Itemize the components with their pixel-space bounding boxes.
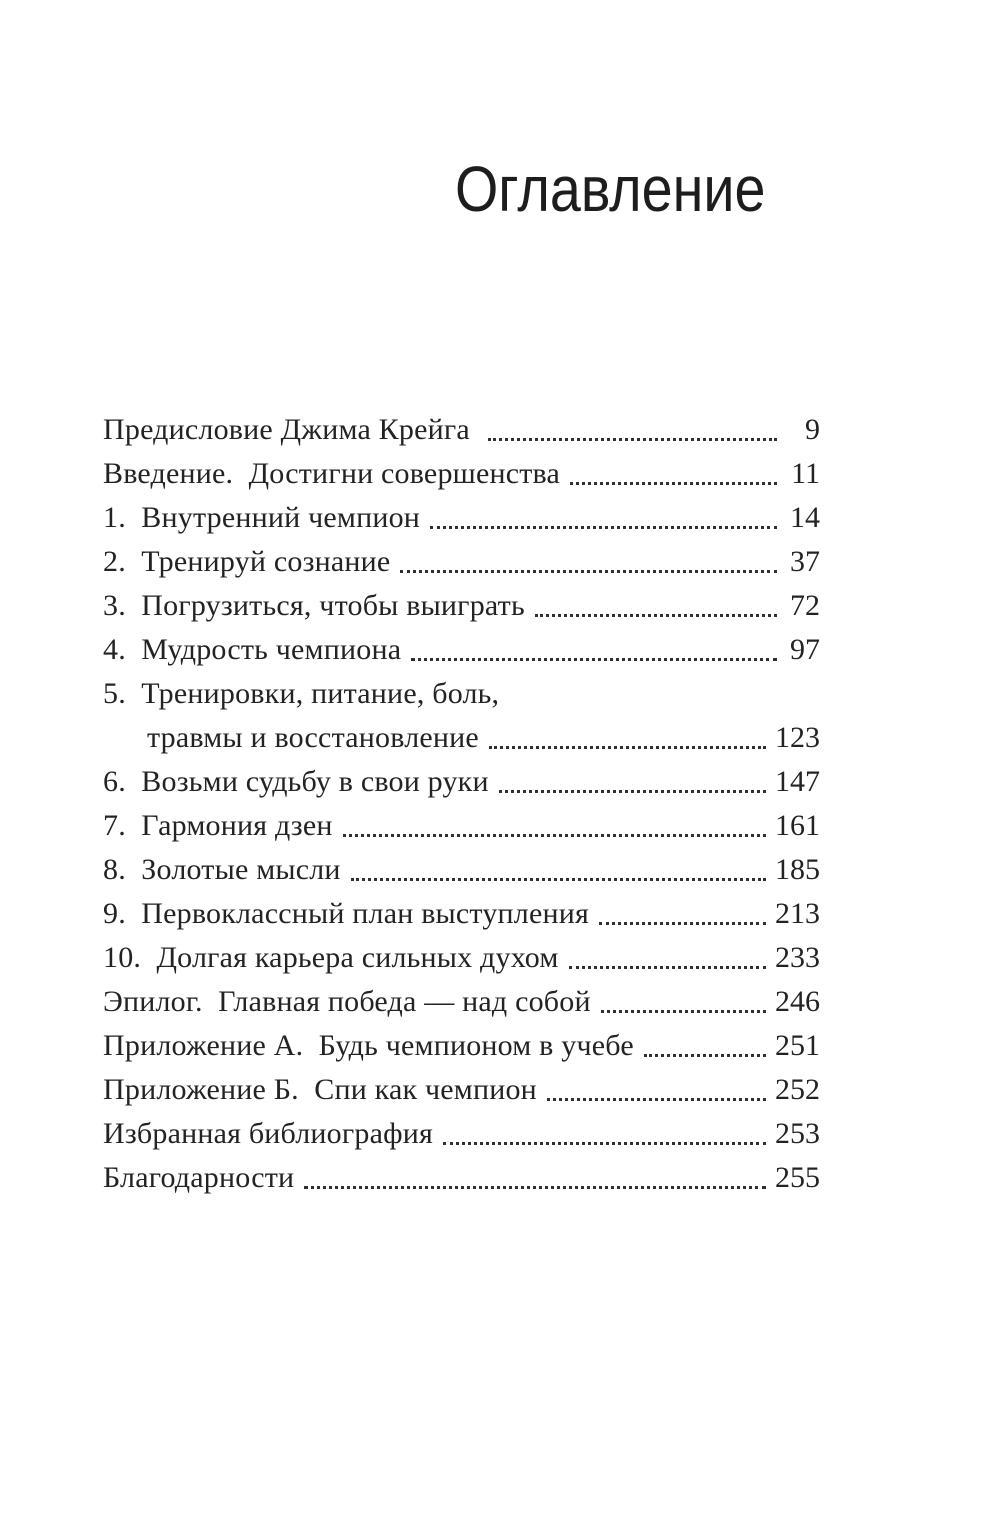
- toc-entry-page: 9: [805, 413, 820, 446]
- dotted-leader: [343, 834, 766, 837]
- toc-entry-label: Избранная библиография: [103, 1117, 433, 1150]
- toc-entry-page: 72: [790, 589, 820, 622]
- toc-entry-label: 9. Первоклассный план выступления: [103, 897, 589, 930]
- toc-entry-label: 7. Гармония дзен: [103, 809, 333, 842]
- dotted-leader: [569, 966, 766, 969]
- toc-entry-page: 37: [790, 545, 820, 578]
- toc-entry-label: Введение. Достигни совершенства: [103, 457, 561, 490]
- toc-entry-label: 2. Тренируй сознание: [103, 545, 391, 578]
- toc-entry-label: 3. Погрузиться, чтобы выиграть: [103, 589, 525, 622]
- toc-entry: [103, 496, 820, 540]
- toc-entry: [103, 804, 820, 848]
- toc-entry: [103, 1068, 820, 1112]
- toc-entry: [103, 892, 820, 936]
- dotted-leader: [547, 1098, 766, 1101]
- dotted-leader: [430, 526, 777, 529]
- toc-entry-label: 8. Золотые мысли: [103, 853, 341, 886]
- toc-entry-page: 255: [775, 1161, 820, 1194]
- page-title: Оглавление: [455, 153, 766, 225]
- toc-entry-label: Приложение Б. Спи как чемпион: [103, 1073, 537, 1106]
- toc-entry-page: 246: [775, 985, 820, 1018]
- toc-entry-page: 147: [775, 765, 820, 798]
- dotted-leader: [644, 1054, 766, 1057]
- toc-list: [103, 408, 820, 1200]
- dotted-leader: [400, 570, 777, 573]
- dotted-leader: [443, 1142, 766, 1145]
- toc-entry-page: 233: [775, 941, 820, 974]
- toc-entry-label: 5. Тренировки, питание, боль,: [103, 677, 500, 710]
- toc-entry: [103, 1112, 820, 1156]
- toc-entry-label: Приложение А. Будь чемпионом в учебе: [103, 1029, 634, 1062]
- dotted-leader: [535, 614, 777, 617]
- toc-entry: [103, 1024, 820, 1068]
- toc-entry-label: 1. Внутренний чемпион: [103, 501, 421, 534]
- toc-entry: [103, 672, 820, 716]
- toc-entry-page: 161: [775, 809, 820, 842]
- toc-entry-page: 185: [775, 853, 820, 886]
- dotted-leader: [499, 790, 766, 793]
- dotted-leader: [488, 438, 777, 441]
- toc-entry-label: 4. Мудрость чемпиона: [103, 633, 402, 666]
- toc-entry-page: 213: [775, 897, 820, 930]
- toc-entry: [103, 760, 820, 804]
- dotted-leader: [489, 746, 766, 749]
- toc-entry-label: Предисловие Джима Крейга: [103, 413, 478, 446]
- toc-entry-continuation: [103, 716, 820, 760]
- toc-entry-page: 14: [790, 501, 820, 534]
- dotted-leader: [304, 1186, 766, 1189]
- dotted-leader: [411, 658, 777, 661]
- toc-entry: [103, 1156, 820, 1200]
- toc-entry-label: 10. Долгая карьера сильных духом: [103, 941, 559, 974]
- toc-entry-label: травмы и восстановление: [147, 721, 479, 754]
- toc-entry: [103, 584, 820, 628]
- toc-entry-page: 253: [775, 1117, 820, 1150]
- dotted-leader: [351, 878, 766, 881]
- toc-entry: [103, 540, 820, 584]
- toc-entry: [103, 980, 820, 1024]
- toc-entry-page: 97: [790, 633, 820, 666]
- toc-entry-label: 6. Возьми судьбу в свои руки: [103, 765, 489, 798]
- toc-entry: [103, 848, 820, 892]
- toc-entry-page: 11: [791, 457, 820, 490]
- toc-entry-page: 252: [775, 1073, 820, 1106]
- toc-entry: [103, 408, 820, 452]
- dotted-leader: [570, 482, 777, 485]
- toc-entry-label: Эпилог. Главная победа — над собой: [103, 985, 591, 1018]
- toc-entry-page: 123: [775, 721, 820, 754]
- toc-entry-label: Благодарности: [103, 1161, 295, 1194]
- dotted-leader: [599, 922, 766, 925]
- toc-entry: [103, 628, 820, 672]
- dotted-leader: [601, 1010, 766, 1013]
- toc-entry: [103, 452, 820, 496]
- toc-entry: [103, 936, 820, 980]
- toc-entry-page: 251: [775, 1029, 820, 1062]
